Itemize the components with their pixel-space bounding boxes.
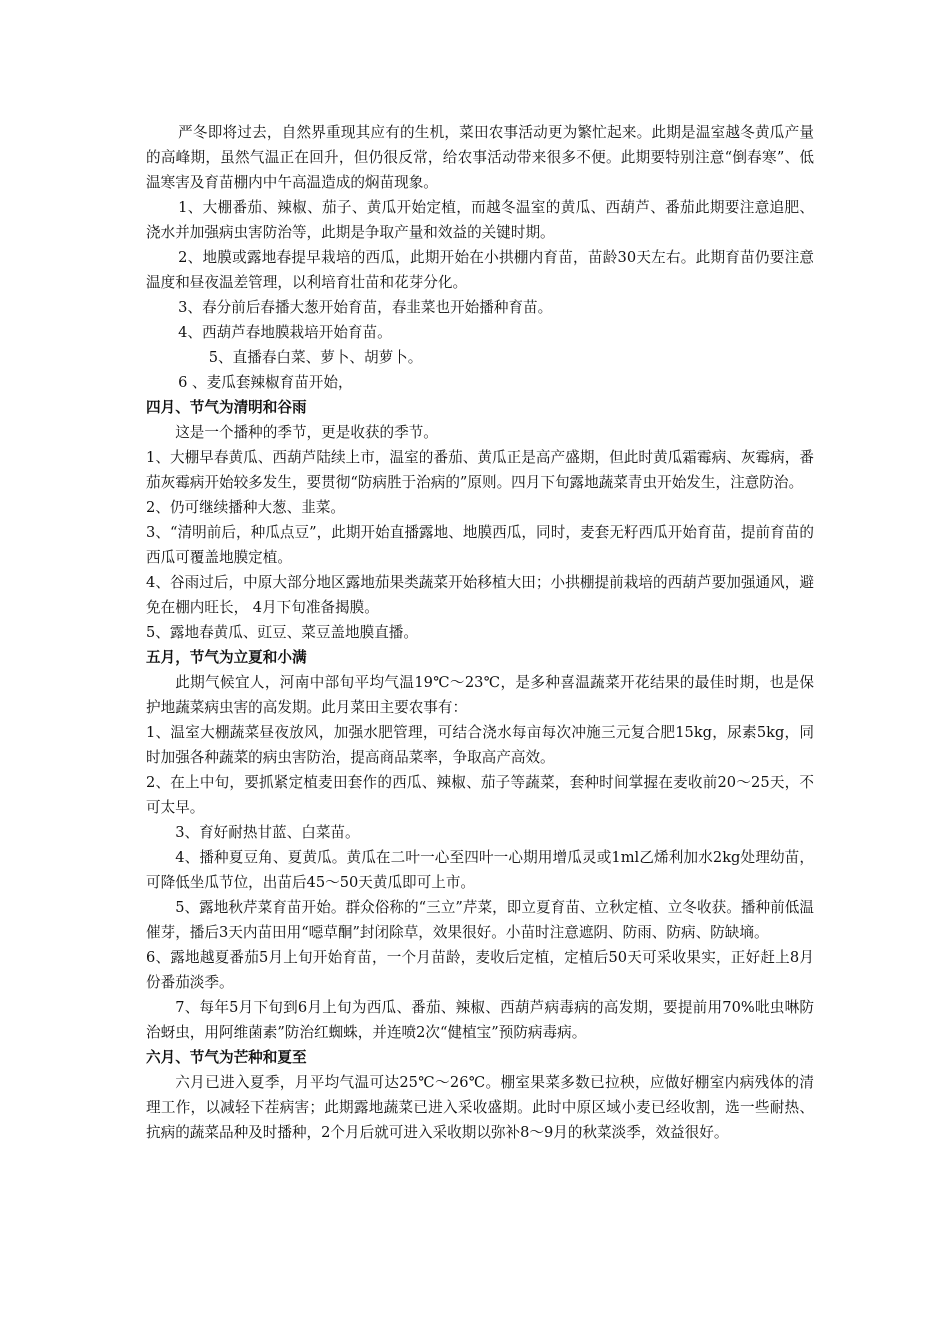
- may-item-4: 4、播种夏豆角、夏黄瓜。黄瓜在二叶一心至四叶一心期用增瓜灵或1ml乙烯利加水2kg处理幼苗，可降低坐瓜节位，出苗后45～50天黄瓜即可上市。: [146, 849, 814, 891]
- april-item-2: 2、仍可继续播种大葱、韭菜。: [146, 499, 346, 516]
- may-item-1: 1、温室大棚蔬菜昼夜放风，加强水肥管理，可结合浇水每亩每次冲施三元复合肥15kg，尿素5kg，同时加强各种蔬菜的病虫害防治，提高商品菜率，争取高产高效。: [146, 724, 814, 766]
- april-heading: 四月、节气为清明和谷雨: [146, 399, 307, 416]
- march-item-4: 4、西葫芦春地膜栽培开始育苗。: [178, 324, 392, 341]
- may-item-7: 7、每年5月下旬到6月上旬为西瓜、番茄、辣椒、西葫芦病毒病的高发期，要提前用70%吡虫啉防治蚜虫，用阿维菌素”防治红蜘蛛，并连喷2次“健植宝”预防病毒病。: [146, 999, 814, 1041]
- april-item-5: 5、露地春黄瓜、豇豆、菜豆盖地膜直播。: [146, 624, 418, 641]
- april-item-3: 3、“清明前后，种瓜点豆”，此期开始直播露地、地膜西瓜，同时，麦套无籽西瓜开始育苗，提前育苗的西瓜可覆盖地膜定植。: [146, 524, 814, 566]
- april-item-4: 4、谷雨过后，中原大部分地区露地茄果类蔬菜开始移植大田；小拱棚提前栽培的西葫芦要加强通风，避免在棚内旺长， 4月下旬准备揭膜。: [146, 574, 814, 616]
- march-item-1: 1、大棚番茄、辣椒、茄子、黄瓜开始定植，而越冬温室的黄瓜、西葫芦、番茄此期要注意追肥、浇水并加强病虫害防治等，此期是争取产量和效益的关键时期。: [146, 199, 814, 241]
- april-item-1: 1、大棚早春黄瓜、西葫芦陆续上市，温室的番茄、黄瓜正是高产盛期，但此时黄瓜霜霉病、灰霉病，番茄灰霉病开始较多发生，要贯彻“防病胜于治病的”原则。四月下旬露地蔬菜青虫开始发生，注意防治。: [146, 449, 814, 491]
- march-item-5: 5、直播春白菜、萝卜、胡萝卜。: [208, 349, 423, 366]
- march-item-3: 3、春分前后春播大葱开始育苗，春韭菜也开始播种育苗。: [178, 299, 553, 316]
- may-item-3: 3、育好耐热甘蓝、白菜苗。: [175, 824, 360, 841]
- march-item-6: 6 、麦瓜套辣椒育苗开始，: [178, 374, 353, 391]
- may-intro: 此期气候宜人，河南中部旬平均气温19℃～23℃，是多种喜温蔬菜开花结果的最佳时期，也是保护地蔬菜病虫害的高发期。此月菜田主要农事有：: [146, 674, 814, 716]
- may-heading: 五月，节气为立夏和小满: [146, 649, 307, 666]
- may-item-6: 6、露地越夏番茄5月上旬开始育苗，一个月苗龄，麦收后定植，定植后50天可采收果实，正好赶上8月份番茄淡季。: [146, 949, 814, 991]
- may-item-5: 5、露地秋芹菜育苗开始。群众俗称的“三立”芹菜，即立夏育苗、立秋定植、立冬收获。播种前低温催芽，播后3天内苗田用“噁草酮”封闭除草，效果很好。小苗时注意遮阴、防雨、防病、防缺墒。: [146, 899, 814, 941]
- april-intro: 这是一个播种的季节，更是收获的季节。: [175, 424, 438, 441]
- intro-paragraph: 严冬即将过去，自然界重现其应有的生机，菜田农事活动更为繁忙起来。此期是温室越冬黄瓜产量的高峰期，虽然气温正在回升，但仍很反常，给农事活动带来很多不便。此期要特别注意“倒春寒”、低温寒害及育苗棚内中午高温造成的焖苗现象。: [146, 124, 814, 191]
- march-item-2: 2、地膜或露地春提早栽培的西瓜，此期开始在小拱棚内育苗，苗龄30天左右。此期育苗仍要注意温度和昼夜温差管理，以利培育壮苗和花芽分化。: [146, 249, 814, 291]
- june-heading: 六月、节气为芒种和夏至: [146, 1049, 307, 1066]
- may-item-2: 2、在上中旬，要抓紧定植麦田套作的西瓜、辣椒、茄子等蔬菜，套种时间掌握在麦收前20～25天，不可太早。: [146, 774, 814, 816]
- document-page: [146, 120, 814, 1145]
- june-intro: 六月已进入夏季，月平均气温可达25℃～26℃。棚室果菜多数已拉秧，应做好棚室内病残体的清理工作，以减轻下茬病害；此期露地蔬菜已进入采收盛期。此时中原区域小麦已经收割，选一些耐热、抗病的蔬菜品种及时播种，2个月后就可进入采收期以弥补8～9月的秋菜淡季，效益很好。: [146, 1074, 814, 1141]
